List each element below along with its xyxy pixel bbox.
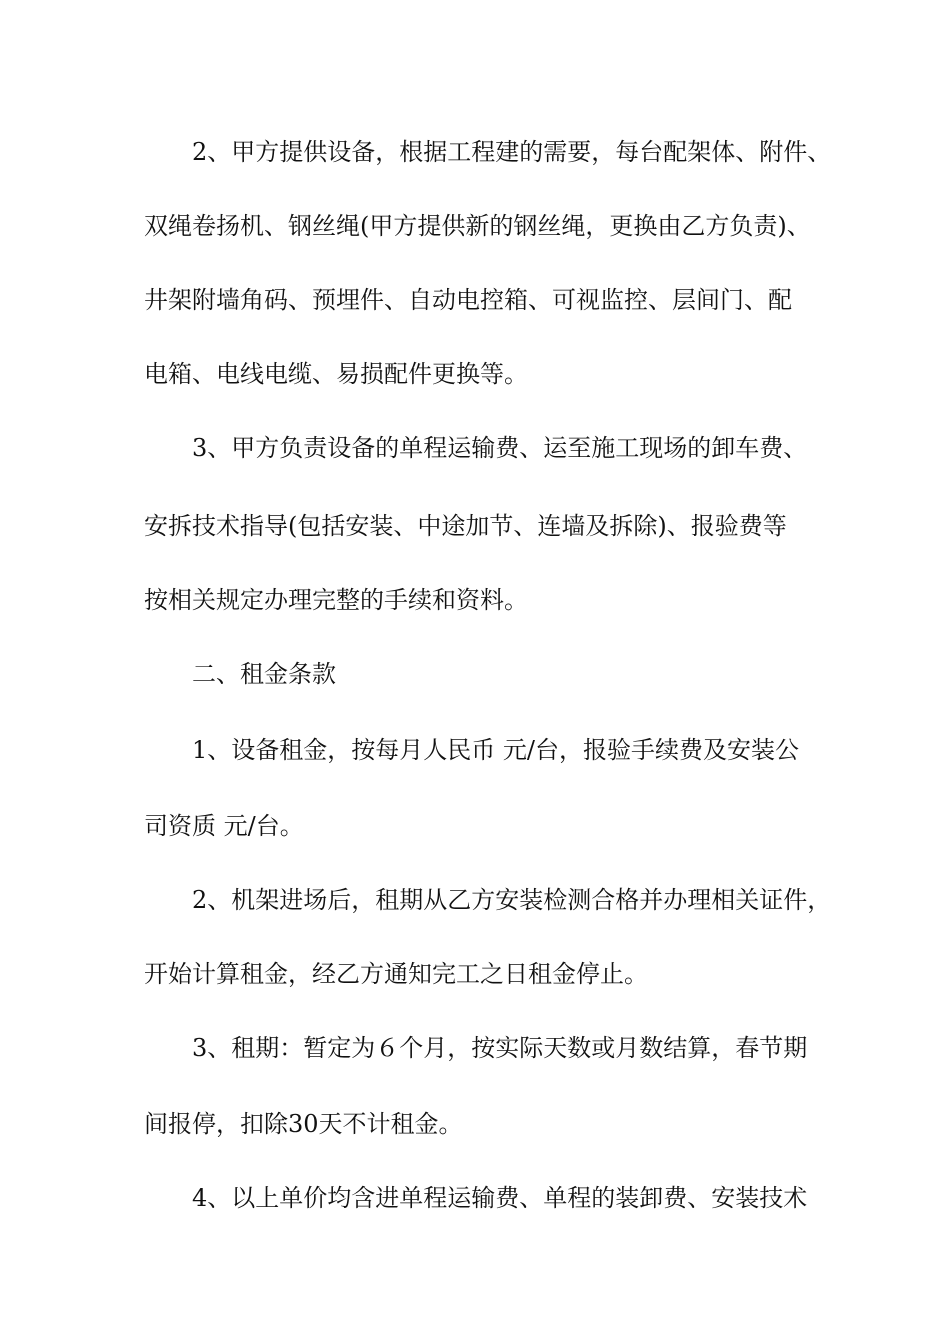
paragraph-line: 电箱、电线电缆、易损配件更换等。 xyxy=(144,360,528,388)
paragraph-line: 4、以上单价均含进单程运输费、单程的装卸费、安装技术 xyxy=(192,1184,808,1212)
paragraph-line: 井架附墙角码、预埋件、自动电控箱、可视监控、层间门、配 xyxy=(144,286,792,314)
paragraph-line: 2、甲方提供设备，根据工程建的需要，每台配架体、附件、 xyxy=(192,138,832,166)
paragraph-line: 安拆技术指导(包括安装、中途加节、连墙及拆除)、报验费等 xyxy=(144,512,787,540)
paragraph-line: 1、设备租金，按每月人民币 元/台，报验手续费及安装公 xyxy=(192,736,799,764)
paragraph-line: 开始计算租金，经乙方通知完工之日租金停止。 xyxy=(144,960,648,988)
section-heading: 二、租金条款 xyxy=(192,660,336,688)
paragraph-line: 间报停，扣除30天不计租金。 xyxy=(144,1110,463,1138)
paragraph-line: 3、甲方负责设备的单程运输费、运至施工现场的卸车费、 xyxy=(192,434,808,462)
paragraph-line: 3、租期：暂定为６个月，按实际天数或月数结算，春节期 xyxy=(192,1034,808,1062)
paragraph-line: 司资质 元/台。 xyxy=(144,812,304,840)
paragraph-line: 按相关规定办理完整的手续和资料。 xyxy=(144,586,528,614)
paragraph-line: 双绳卷扬机、钢丝绳(甲方提供新的钢丝绳，更换由乙方负责)、 xyxy=(144,212,811,240)
paragraph-line: 2、机架进场后，租期从乙方安装检测合格并办理相关证件， xyxy=(192,886,832,914)
